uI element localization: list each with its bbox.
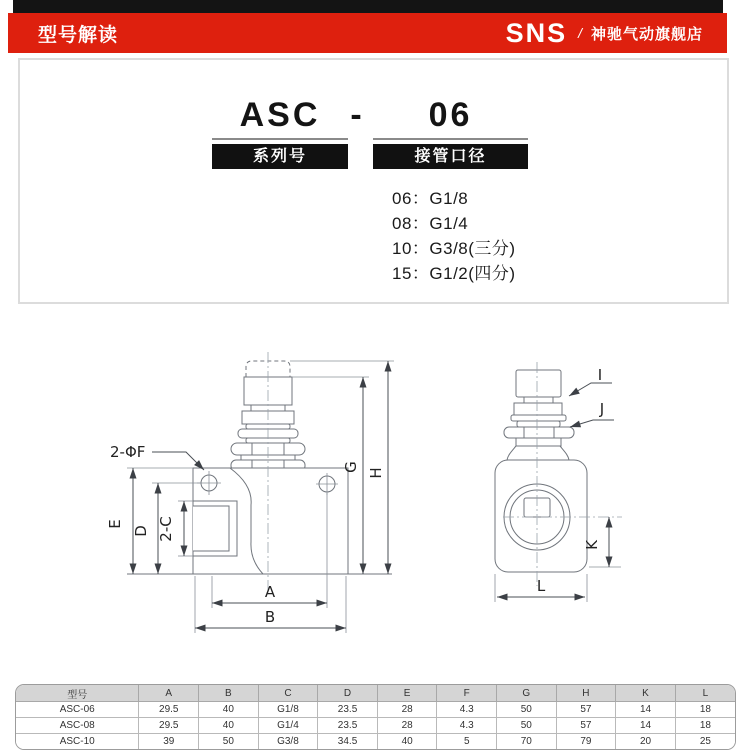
dim-label-A: A — [264, 583, 276, 601]
cell: 20 — [616, 734, 676, 750]
col-header: B — [199, 685, 259, 702]
port-size-options — [392, 186, 516, 286]
dim-label-E: E — [106, 519, 124, 529]
col-header: A — [139, 685, 199, 702]
cell: 29.5 — [139, 702, 199, 718]
cell: 28 — [377, 718, 437, 734]
col-header: H — [556, 685, 616, 702]
hole-note-label: 2-ΦF — [110, 443, 146, 461]
dim-label-H: H — [367, 467, 385, 479]
dim-label-K: K — [583, 540, 601, 550]
dimension-diagram — [0, 330, 750, 680]
table-row — [16, 702, 735, 718]
port-option: 15：G1/2(四分) — [392, 264, 516, 283]
cell: 28 — [377, 702, 437, 718]
cell: 40 — [199, 702, 259, 718]
col-header: C — [258, 685, 318, 702]
series-code: ASC — [239, 96, 321, 134]
col-header: E — [377, 685, 437, 702]
cell: 14 — [616, 718, 676, 734]
brand-separator: / — [578, 25, 582, 41]
side-view-drawing — [495, 362, 622, 602]
cell: 23.5 — [318, 702, 378, 718]
spec-table — [15, 684, 736, 750]
dim-label-B: B — [264, 608, 276, 626]
col-header: F — [437, 685, 497, 702]
store-logo — [505, 17, 703, 48]
series-underline — [212, 138, 348, 140]
cell: 4.3 — [437, 702, 497, 718]
table-row — [16, 718, 735, 734]
cell: 29.5 — [139, 718, 199, 734]
cell: 18 — [675, 702, 735, 718]
port-label: 接管口径 — [373, 144, 528, 169]
cell: 5 — [437, 734, 497, 750]
port-underline — [373, 138, 528, 140]
col-header: L — [675, 685, 735, 702]
cell: 40 — [199, 718, 259, 734]
cell-model: ASC-10 — [16, 734, 139, 750]
port-option: 08：G1/4 — [392, 214, 469, 233]
header-bar — [8, 13, 727, 53]
cell-model: ASC-08 — [16, 718, 139, 734]
col-header: G — [497, 685, 557, 702]
cell: G1/8 — [258, 702, 318, 718]
col-header: K — [616, 685, 676, 702]
top-black-bar — [13, 0, 723, 14]
store-name: 神驰气动旗舰店 — [590, 25, 703, 43]
cell: 40 — [377, 734, 437, 750]
table-row — [16, 734, 735, 750]
cell: G1/4 — [258, 718, 318, 734]
cell: 57 — [556, 718, 616, 734]
cell: 4.3 — [437, 718, 497, 734]
cell: 34.5 — [318, 734, 378, 750]
dim-label-D: D — [132, 525, 150, 537]
part-label-I: I — [597, 366, 603, 384]
front-view-drawing — [106, 352, 394, 633]
cell: 39 — [139, 734, 199, 750]
port-option: 06：G1/8 — [392, 189, 469, 208]
dim-label-2C: 2-C — [157, 516, 175, 542]
brand-name: SNS — [505, 17, 568, 48]
cell-model: ASC-06 — [16, 702, 139, 718]
page-title: 型号解读 — [38, 24, 119, 46]
dim-label-L: L — [536, 577, 546, 595]
cell: 50 — [199, 734, 259, 750]
cell: 25 — [675, 734, 735, 750]
col-header-model: 型号 — [16, 685, 139, 702]
cell: 79 — [556, 734, 616, 750]
code-separator: - — [350, 96, 362, 134]
table-header-row — [16, 685, 735, 702]
port-option: 10：G3/8(三分) — [392, 239, 516, 258]
dim-label-G: G — [342, 461, 360, 473]
cell: 50 — [497, 718, 557, 734]
cell: 23.5 — [318, 718, 378, 734]
col-header: D — [318, 685, 378, 702]
cell: 70 — [497, 734, 557, 750]
cell: 18 — [675, 718, 735, 734]
cell: 14 — [616, 702, 676, 718]
cell: 50 — [497, 702, 557, 718]
cell: G3/8 — [258, 734, 318, 750]
part-label-J: J — [599, 400, 605, 418]
series-label: 系列号 — [212, 144, 348, 169]
cell: 57 — [556, 702, 616, 718]
port-code: 06 — [428, 96, 473, 134]
